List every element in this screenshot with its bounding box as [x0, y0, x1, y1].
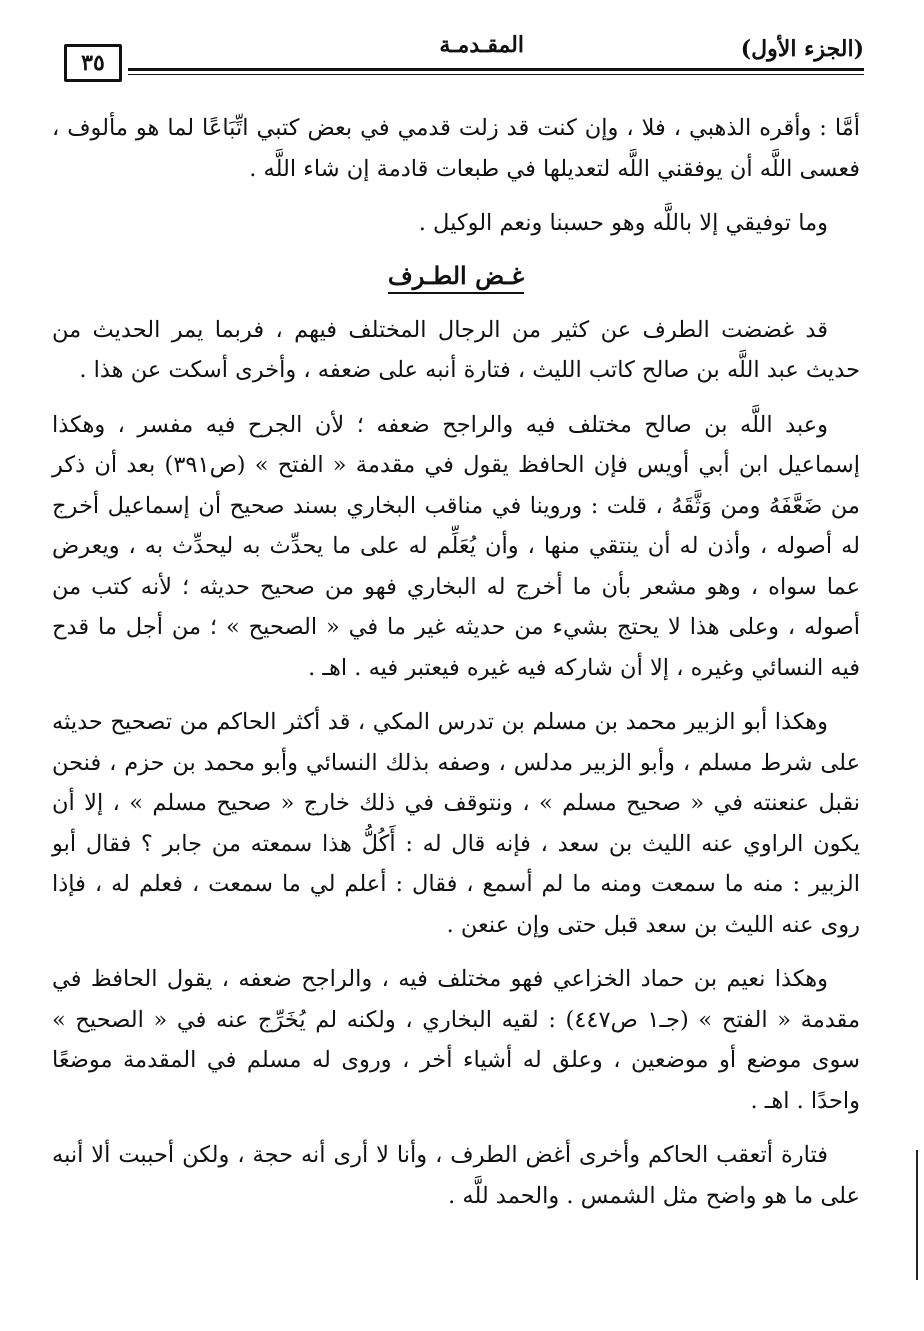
chapter-title: المقـدمـة: [439, 32, 524, 58]
binding-edge-mark: [916, 1150, 918, 1280]
part-label: (الجزء الأول): [740, 36, 864, 62]
header-rule: [128, 68, 864, 71]
page-body: [52, 108, 860, 1230]
paragraph-7: فتارة أتعقب الحاكم وأخرى أغض الطرف ، وأنا لا أرى أنه حجة ، ولكن أحببت ألا أنبه على ما هو واضح مثل الشمس . والحمد للَّه .: [52, 1142, 860, 1209]
paragraph-2: وما توفيقي إلا باللَّه وهو حسبنا ونعم الوكيل .: [418, 210, 828, 236]
header-rule-thin: [128, 74, 864, 75]
paragraph-6: وهكذا نعيم بن حماد الخزاعي فهو مختلف فيه ، والراجح ضعفه ، يقول الحافظ في مقدمة « الفتح » (جـ١ ص٤٤٧) : لقيه البخاري ، ولكنه لم يُخَرِّج عنه في « الصحيح » سوى موضع أو موضعين ، وعلق له أشياء أخر ، وروى له مسلم في المقدمة موضعًا واحدًا . اهـ .: [52, 966, 860, 1114]
paragraph-5: وهكذا أبو الزبير محمد بن مسلم بن تدرس المكي ، قد أكثر الحاكم من تصحيح حديثه على شرط مسلم ، وأبو الزبير مدلس ، وصفه بذلك النسائي وأبو محمد بن حزم ، فنحن نقبل عنعنته في « صحيح مسلم » ، ونتوقف في ذلك خارج « صحيح مسلم » ، إلا أن يكون الراوي عنه الليث بن سعد ، فإنه قال له : أَكُلُّ هذا سمعته من جابر ؟ فقال أبو الزبير : منه ما سمعت ومنه ما لم أسمع ، فقال : أعلم لي ما سمعت ، فعلم له ، فإذا روى عنه الليث بن سعد قبل حتى وإن عنعن .: [52, 709, 860, 938]
section-heading: [52, 258, 860, 294]
page-header: [64, 30, 864, 86]
paragraph-3: قد غضضت الطرف عن كثير من الرجال المختلف فيهم ، فربما يمر الحديث من حديث عبد اللَّه بن صالح كاتب الليث ، فتارة أنبه على ضعفه ، وأخرى أسكت عن هذا .: [52, 316, 860, 383]
paragraph-1: أمَّا : وأقره الذهبي ، فلا ، وإن كنت قد زلت قدمي في بعض كتبي اتِّبَاعًا لما هو مألوف ، فعسى اللَّه أن يوفقني اللَّه لتعديلها في طبعات قادمة إن شاء اللَّه .: [52, 115, 860, 182]
paragraph-4: وعبد اللَّه بن صالح مختلف فيه والراجح ضعفه ؛ لأن الجرح فيه مفسر ، وهكذا إسماعيل ابن أبي أويس فإن الحافظ يقول في مقدمة « الفتح » (ص٣٩١) بعد أن ذكر من ضَعَّفَهُ ومن وَثَّقَهُ ، قلت : وروينا في مناقب البخاري بسند صحيح أن إسماعيل أخرج له أصوله ، وأذن له أن ينتقي منها ، وأن يُعَلِّم له على ما يحدِّث به ليحدِّث به ، ويعرض عما سواه ، وهو مشعر بأن ما أخرج له البخاري فهو من صحيح حديثه ؛ لأنه كتب من أصوله ، وعلى هذا لا يحتج بشيء من حديثه غير ما في « الصحيح » ؛ من أجل ما قدح فيه النسائي وغيره ، إلا أن شاركه فيه غيره فيعتبر فيه . اهـ .: [52, 411, 860, 681]
section-heading-text: غـض الطـرف: [388, 261, 524, 294]
page-number: ٣٥: [64, 44, 122, 82]
